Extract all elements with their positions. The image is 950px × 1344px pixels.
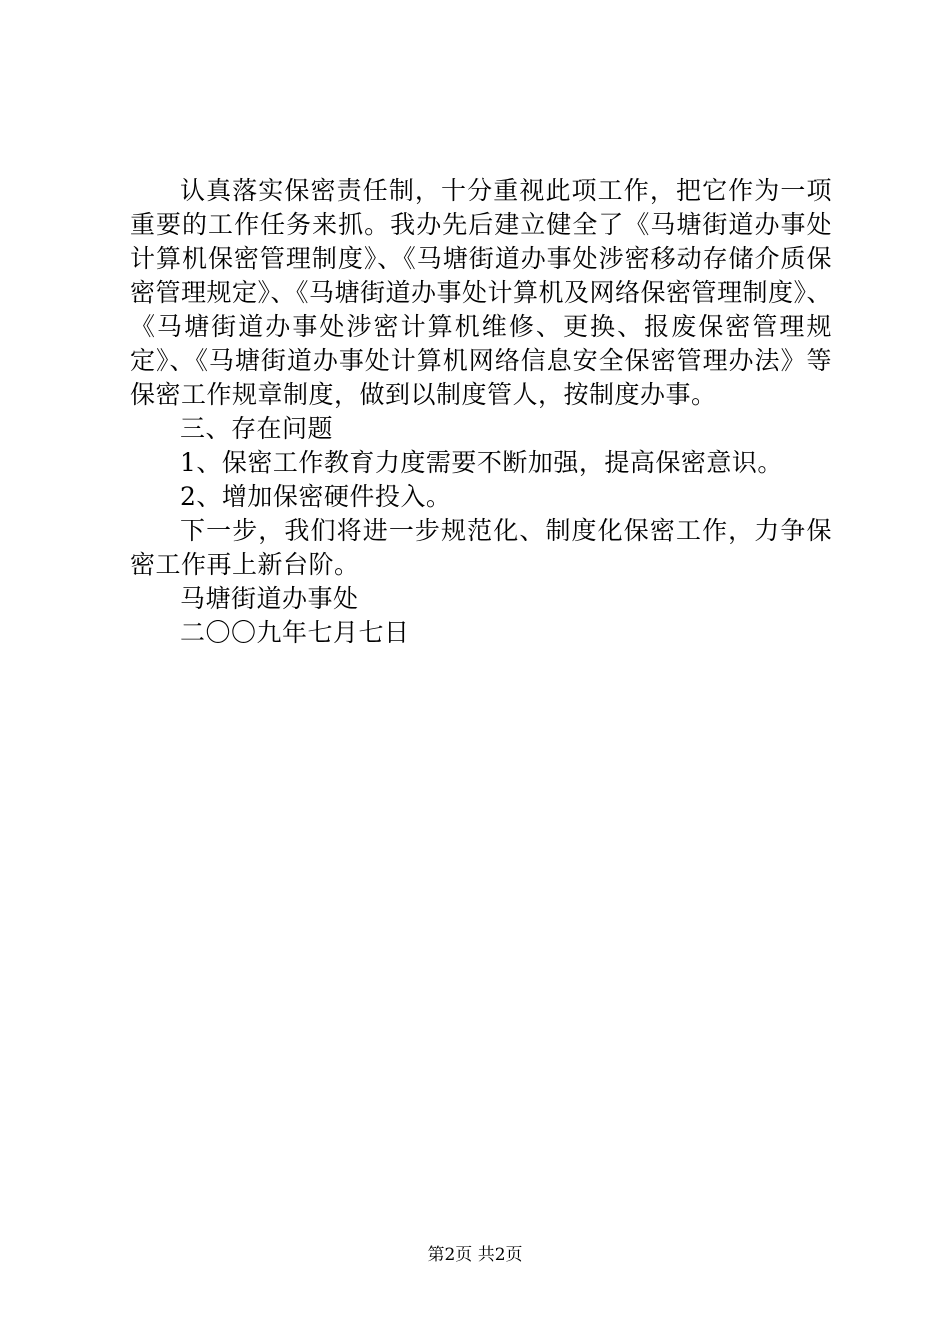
page-footer (0, 1244, 950, 1266)
page-number-label: 第2页 共2页 (427, 1245, 523, 1265)
signature-date: 二〇〇九年七月七日 (180, 618, 410, 647)
signature-organization: 马塘街道办事处 (180, 584, 359, 613)
document-body (130, 174, 832, 650)
problem-item-1: 1、保密工作教育力度需要不断加强，提高保密意识。 (180, 448, 783, 477)
section-heading-existing-problems: 三、存在问题 (180, 414, 334, 443)
problem-item-2: 2、增加保密硬件投入。 (180, 482, 452, 511)
paragraph-confidentiality-system: 认真落实保密责任制，十分重视此项工作，把它作为一项重要的工作任务来抓。我办先后建立健全了《马塘街道办事处计算机保密管理制度》、《马塘街道办事处涉密移动存储介质保密管理规定》、《马塘街道办事处计算机及网络保密管理制度》、《马塘街道办事处涉密计算机维修、更换、报废保密管理规定》、《马塘街道办事处计算机网络信息安全保密管理办法》等保密工作规章制度，做到以制度管人，按制度办事。 (130, 176, 833, 409)
paragraph-next-steps: 下一步，我们将进一步规范化、制度化保密工作，力争保密工作再上新台阶。 (130, 516, 832, 579)
